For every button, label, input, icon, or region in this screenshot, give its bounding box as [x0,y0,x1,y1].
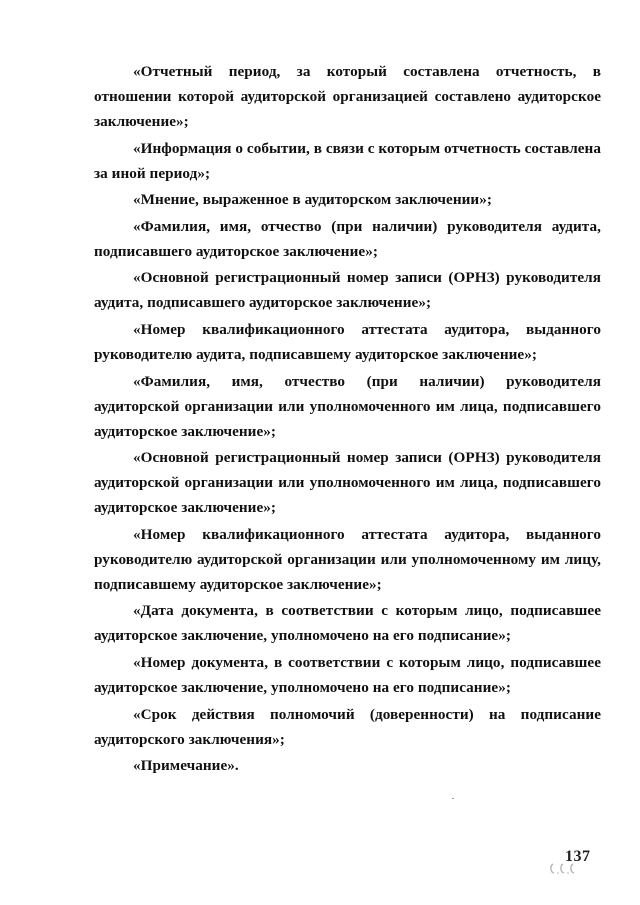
paragraph-event-information: «Информация о событии, в связи с которым отчетность составлена за иной период»; [94,139,601,182]
paragraph-audit-lead-ornz: «Основной регистрационный номер записи (ОРНЗ) руководителя аудита, подписавшего аудиторское заключение»; [94,269,601,312]
paragraph-authority-document-date: «Дата документа, в соответствии с которым лицо, подписавшее аудиторское заключение, уполномочено на его подписание»; [94,602,601,645]
paragraph-audit-opinion: «Мнение, выраженное в аудиторском заключении»; [133,191,492,209]
paragraph-power-of-attorney-term: «Срок действия полномочий (доверенности) на подписание аудиторского заключения»; [94,705,601,748]
paragraph-note: «Примечание». [133,757,239,775]
paragraph-audit-lead-name: «Фамилия, имя, отчество (при наличии) руководителя аудита, подписавшего аудиторское заключение»; [94,217,601,260]
paragraph-authority-document-number: «Номер документа, в соответствии с которым лицо, подписавшее аудиторское заключение, уполномочено на его подписание»; [94,653,601,696]
paragraph-reporting-period: «Отчетный период, за который составлена отчетность, в отношении которой аудиторской организацией составлено аудиторское заключение»; [94,63,601,130]
document-body [94,59,601,780]
paragraph-firm-head-name: «Фамилия, имя, отчество (при наличии) руководителя аудиторской организации или уполномоченного им лица, подписавшего аудиторское заключение»; [94,372,601,440]
page-number: 137 [565,848,591,865]
paragraph-firm-head-certificate: «Номер квалификационного аттестата аудитора, выданного руководителю аудиторской организации или уполномоченному им лицу, подписавшему аудиторское заключение»; [94,525,601,593]
paragraph-firm-head-ornz: «Основной регистрационный номер записи (ОРНЗ) руководителя аудиторской организации или уполномоченного им лица, подписавшего аудиторское заключение»; [94,449,601,517]
scan-speck [452,798,454,799]
paragraph-audit-lead-certificate: «Номер квалификационного аттестата аудитора, выданного руководителю аудита, подписавшему аудиторское заключение»; [94,320,601,363]
